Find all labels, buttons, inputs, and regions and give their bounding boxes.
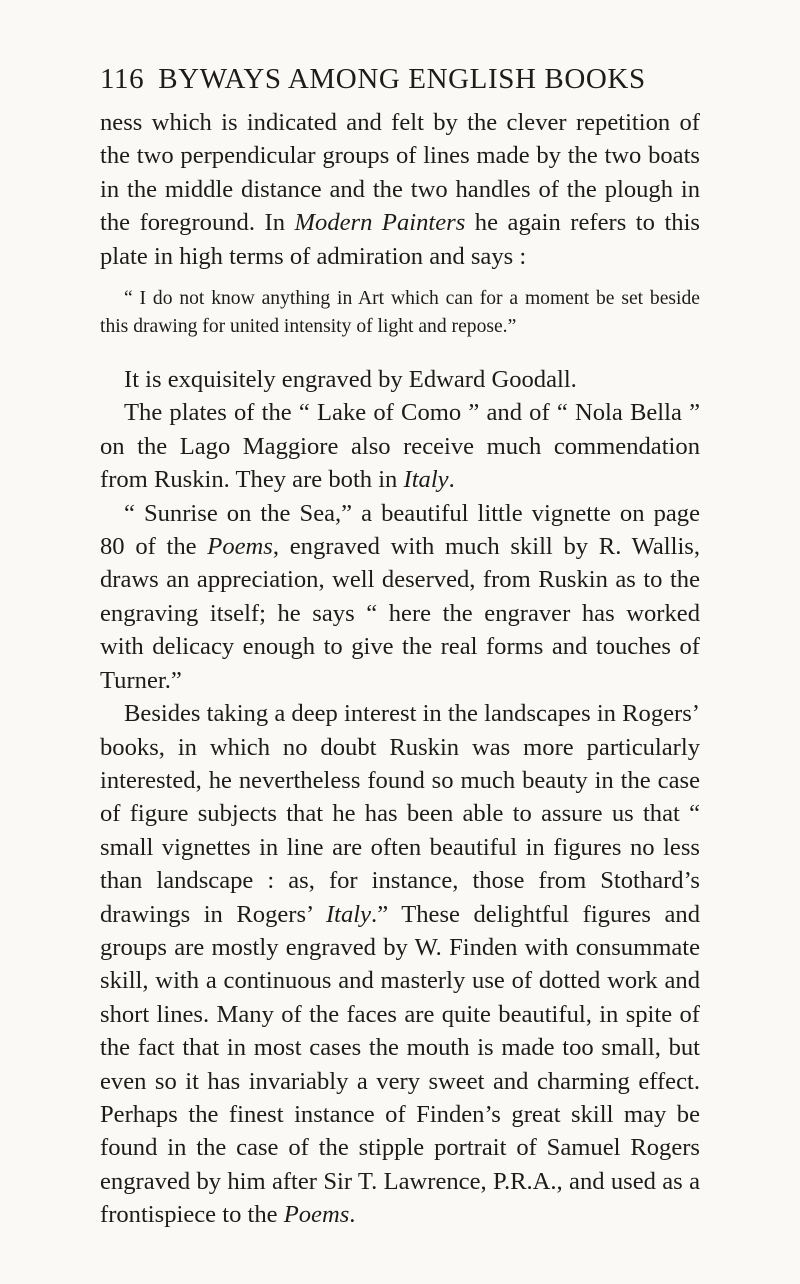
paragraph-1 [100, 106, 700, 273]
book-title-modern-painters: Modern Painters [294, 209, 466, 237]
running-head [100, 62, 700, 96]
paragraph-4-text-b: , engraved with much skill by R. Wallis, draws an appreciation, well deserved, from Ruskin as to the engraving itself; he says “ here the engraver has worked with delicacy enough to give the real forms and touches of Turner.” [100, 533, 700, 694]
book-title-poems: Poems [207, 533, 273, 561]
paragraph-4-text-a: “ Sunrise on the Sea,” a beautiful little vignette on page 80 of the [100, 499, 700, 561]
book-title-italy: Italy [403, 466, 449, 494]
running-title: BYWAYS AMONG ENGLISH BOOKS [158, 63, 646, 95]
page-number: 116 [100, 63, 145, 95]
paragraph-2: It is exquisitely engraved by Edward Goodall. [124, 366, 577, 394]
paragraph-5-text-b: .” These delightful figures and groups are mostly engraved by W. Finden with consummate skill, with a continuous and masterly use of dotted work and short lines. Many of the faces are quite beautiful, in spite of the fact that in most cases the mouth is made too small, but even so it has invariably a very sweet and charming effect. Perhaps the finest instance of Finden’s great skill may be found in the case of the stipple portrait of Samuel Rogers engraved by him after Sir T. Lawrence, P.R.A., and used as a frontispiece to the [100, 900, 700, 1229]
paragraph-5 [100, 697, 700, 1232]
paragraph-1-text-b: he again refers to this plate in high terms of admiration and says : [100, 209, 700, 270]
book-page [100, 62, 700, 1232]
paragraph-5-text-a: Besides taking a deep interest in the landscapes in Rogers’ books, in which no doubt Ruskin was more particularly interested, he nevertheless found so much beauty in the case of figure subjects that he has been able to assure us that “ small vignettes in line are often beautiful in figures no less than landscape : as, for instance, those from Stothard’s drawings in Rogers’ [100, 700, 700, 928]
book-title-poems-2: Poems [283, 1201, 350, 1229]
paragraph-1-text-a: ness which is indicated and felt by the clever repetition of the two perpendicular groups of lines made by the two boats in the middle distance and the two handles of the plough in the foreground. In [100, 109, 700, 237]
block-quote: “ I do not know anything in Art which can for a moment be set beside this drawing for united intensity of light and repose.” [100, 288, 700, 337]
book-title-italy-2: Italy [325, 900, 372, 928]
paragraph-4 [100, 497, 700, 697]
paragraph-3-text-b: . [448, 466, 455, 494]
paragraph-5-text-c: . [349, 1201, 356, 1229]
paragraph-3-text-a: The plates of the “ Lake of Como ” and of “ Nola Bella ” on the Lago Maggiore also receive much commendation from Ruskin. They are both in [100, 399, 700, 494]
paragraph-3 [100, 396, 700, 496]
